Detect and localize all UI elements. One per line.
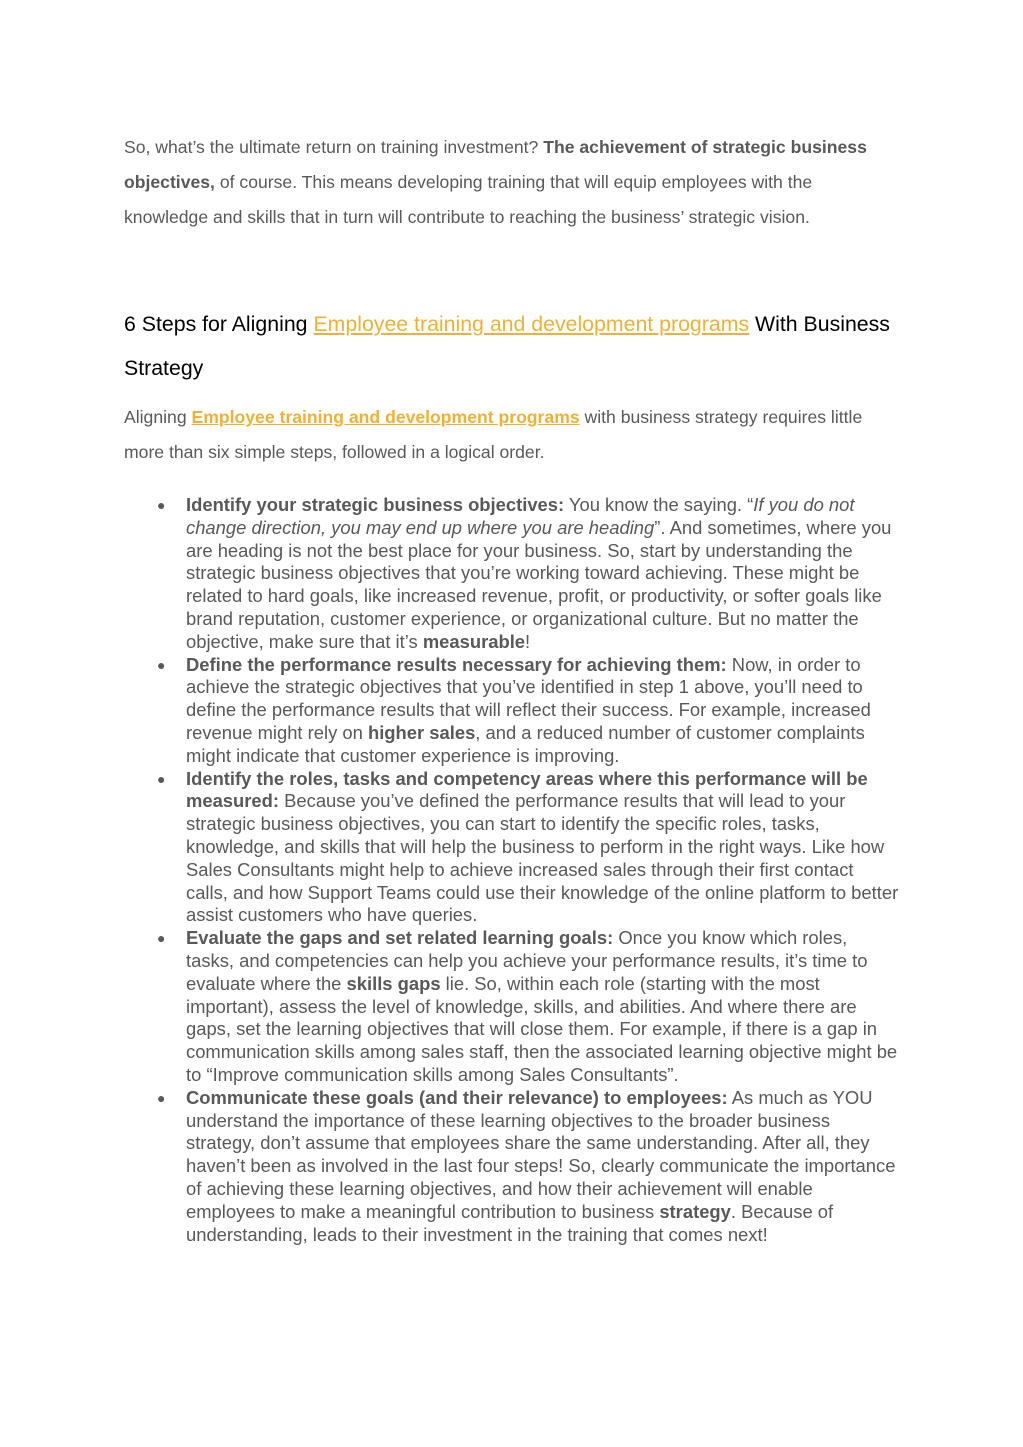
- intro-text: So, what’s the ultimate return on training investment?: [124, 137, 544, 157]
- list-item: [124, 494, 899, 654]
- step-text: !: [525, 630, 531, 652]
- lead-paragraph: [124, 400, 894, 470]
- list-item: [124, 654, 899, 768]
- step-text: , and a reduced number of customer complaints might indicate that customer experience is improving.: [186, 721, 865, 766]
- heading-prefix: 6 Steps for Aligning: [124, 312, 314, 336]
- list-item: [124, 1087, 899, 1247]
- lead-link[interactable]: Employee training and development programs: [191, 407, 580, 427]
- heading-suffix: With Business Strategy: [124, 312, 890, 380]
- step-text: ”. And sometimes, where you are heading is not the best place for your business. So, start by understanding the strategic business objectives that you’re working toward achieving. These might be related to hard goals, like increased revenue, profit, or productivity, or softer goals like brand reputation, customer experience, or organizational culture. But no matter the objective, make sure that it’s: [186, 516, 892, 652]
- intro-text-continued: of course. This means developing training that will equip employees with the knowledge and skills that in turn will contribute to reaching the business’ strategic vision.: [124, 172, 813, 227]
- step-text: Now, in order to achieve the strategic objectives that you’ve identified in step 1 above, you’ll need to define the performance results that will reflect their success. For example, increased revenue might rely on: [186, 653, 871, 743]
- list-item: [124, 927, 899, 1087]
- section-heading: [124, 302, 894, 390]
- list-item: [124, 768, 899, 928]
- step-text: You know the saying. “: [564, 494, 754, 515]
- step-emphasis: higher sales: [367, 721, 476, 743]
- step-title: Evaluate the gaps and set related learning goals:: [186, 927, 614, 949]
- step-title: Communicate these goals (and their relevance) to employees:: [186, 1086, 728, 1108]
- lead-prefix: Aligning: [124, 407, 192, 427]
- step-title: Identify your strategic business objectives:: [186, 494, 565, 515]
- bullet-icon: ●: [157, 930, 166, 947]
- bullet-icon: ●: [157, 1089, 166, 1106]
- intro-bold-text: The achievement of strategic business objectives,: [124, 137, 867, 192]
- step-text: . Because of understanding, leads to their investment in the training that comes next!: [186, 1200, 834, 1245]
- step-emphasis: skills gaps: [346, 972, 441, 994]
- step-quote: If you do not change direction, you may end up where you are heading: [186, 494, 855, 538]
- intro-paragraph: [124, 130, 894, 235]
- step-title: Define the performance results necessary for achieving them:: [186, 653, 727, 675]
- bullet-icon: ●: [157, 770, 166, 787]
- lead-suffix: with business strategy requires little more than six simple steps, followed in a logical order.: [124, 407, 863, 462]
- step-text: Once you know which roles, tasks, and competencies can help you achieve your performance results, it’s time to evaluate where the: [186, 927, 868, 994]
- step-text: As much as YOU understand the importance of these learning objectives to the broader business strategy, don’t assume that employees share the same understanding. After all, they haven’t been as involved in the last four steps! So, clearly communicate the importance of achieving these learning objectives, and how their achievement will enable employees to make a meaningful contribution to business: [186, 1086, 896, 1222]
- step-emphasis: measurable: [422, 630, 526, 652]
- step-text: Because you’ve defined the performance results that will lead to your strategic business objectives, you can start to identify the specific roles, tasks, knowledge, and skills that will help the business to perform in the right ways. Like how Sales Consultants might help to achieve increased sales through their first contact calls, and how Support Teams could use their knowledge of the online platform to better assist customers who have queries.: [186, 790, 899, 926]
- bullet-icon: ●: [157, 656, 166, 673]
- step-emphasis: strategy: [659, 1200, 731, 1222]
- steps-list: [124, 494, 899, 1246]
- step-title: Identify the roles, tasks and competency areas where this performance will be measured:: [186, 767, 868, 812]
- heading-link[interactable]: Employee training and development programs: [313, 312, 750, 336]
- step-text: lie. So, within each role (starting with the most important), assess the level of knowledge, skills, and abilities. And where there are gaps, set the learning objectives that will close them. For example, if there is a gap in communication skills among sales staff, then the associated learning objective might be to “Improve communication skills among Sales Consultants”.: [186, 972, 898, 1085]
- bullet-icon: ●: [157, 497, 166, 513]
